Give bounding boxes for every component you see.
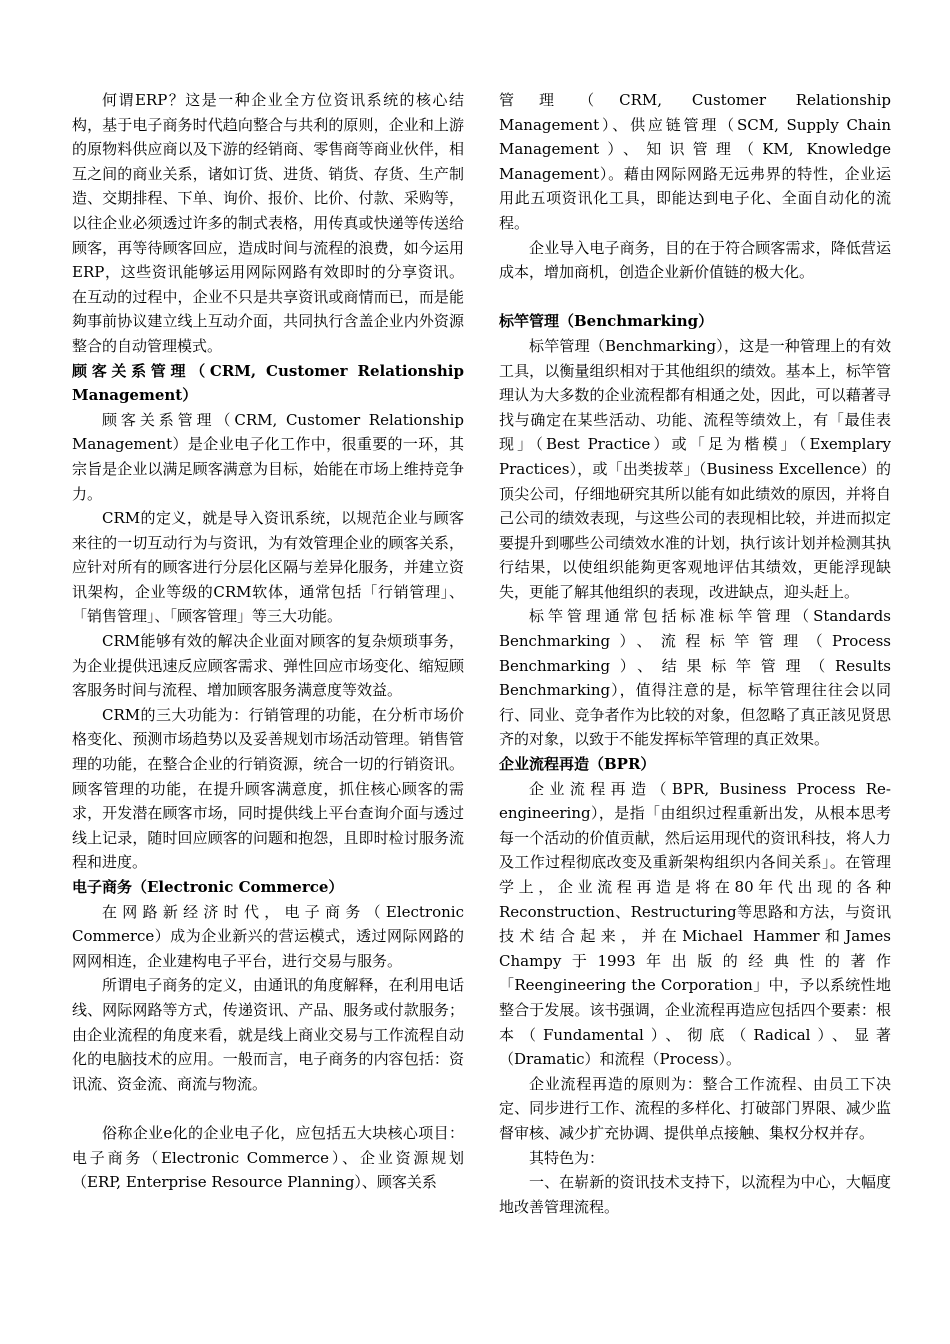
crm-paragraph-1: 顾客关系管理（CRM, Customer Relationship Management）是企业电子化工作中，很重要的一环，其宗旨是企业以满足顾客满意为目标，始能在市场上维持竞争力。 xyxy=(72,410,464,503)
ec-paragraph-3: 俗称企业e化的企业电子化，应包括五大块核心项目：电子商务（Electronic Commerce）、企业资源规划（ERP, Enterprise Resource Planning）、顾客关系 xyxy=(72,1123,464,1192)
ec-paragraph-2: 所谓电子商务的定义，由通讯的角度解释，在利用电话线、网际网路等方式，传递资讯、产品、服务或付款服务；由企业流程的角度来看，就是线上商业交易与工作流程自动化的电脑技术的应用。一般而言，电子商务的内容包括：资讯流、资金流、商流与物流。 xyxy=(72,976,464,1093)
paragraph-gap xyxy=(499,285,891,310)
benchmarking-paragraph-1: 标竿管理（Benchmarking），这是一种管理上的有效工具，以衡量组织相对于其他组织的绩效。基本上，标竿管理认为大多数的企业流程都有相通之处，因此，可以藉著寻找与确定在某些活动、功能、流程等绩效上，有「最佳表现」（Best Practice）或「足为楷模」（Exemplary Practices），或「出类拔萃」（Business Excellence）的顶尖公司，仔细地研究其所以能有如此绩效的原因，并将自己公司的绩效表现，与这些公司的表现相比较，并进而拟定要提升到哪些公司绩效水准的计划，执行该计划并检测其执行结果，以使组织能夠更客观地评估其绩效，更能浮现缺失，更能了解其他组织的表现，改进缺点，迎头赶上。 xyxy=(499,336,891,601)
bpr-paragraph-3: 其特色为： xyxy=(529,1148,605,1167)
ec-paragraph-4: 企业导入电子商务，目的在于符合顾客需求，降低营运成本，增加商机，创造企业新价值链的极大化。 xyxy=(499,238,891,282)
ec-paragraph-1: 在网路新经济时代，电子商务（Electronic Commerce）成为企业新兴的营运模式，透过网际网路的网网相连，企业建构电子平台，进行交易与服务。 xyxy=(72,902,464,970)
paragraph-gap xyxy=(72,1096,464,1121)
left-column xyxy=(72,88,464,1195)
benchmarking-paragraph-2: 标竿管理通常包括标准标竿管理（Standards Benchmarking）、流程标竿管理（Process Benchmarking）、结果标竿管理（Results Benchmarking），值得注意的是，标竿管理往往会以同行、同业、竞争者作为比较的对象，但忽略了真正該见贤思齐的对象，以致于不能发挥标竿管理的真正效果。 xyxy=(499,607,891,749)
crm-paragraph-3: CRM能够有效的解决企业面对顾客的复杂烦琐事务，为企业提供迅速反应顾客需求、弹性回应市场变化、缩短顾客服务时间与流程、增加顾客服务满意度等效益。 xyxy=(72,632,464,700)
crm-paragraph-4: CRM的三大功能为：行销管理的功能，在分析市场价格变化、预测市场趋势以及妥善规划市场活动管理。销售管理的功能，在整合企业的行销资源，统合一切的行销资讯。顾客管理的功能，在提升顾客满意度，抓住核心顾客的需求，开发潜在顾客市场，同时提供线上平台查询介面与透过线上记录，随时回应顾客的问题和抱怨，且即时检讨服务流程和进度。 xyxy=(72,705,464,872)
benchmarking-heading: 标竿管理（Benchmarking） xyxy=(499,312,714,331)
bpr-paragraph-4: 一、在崭新的资讯技术支持下，以流程为中心，大幅度地改善管理流程。 xyxy=(499,1173,891,1216)
right-column xyxy=(499,88,891,1219)
bpr-paragraph-2: 企业流程再造的原则为：整合工作流程、由员工下决定、同步进行工作、流程的多样化、打破部门界限、减少监督审核、减少扩充协调、提供单点接触、集权分权并存。 xyxy=(499,1074,891,1142)
ec-paragraph-3-continued: 管理（CRM, Customer Relationship Management）、供应链管理（SCM, Supply Chain Management）、知识管理（KM, Knowledge Management）。藉由网际网路无远弗界的特性，企业运用此五项资讯化工具，即能达到电子化、全面自动化的流程。 xyxy=(499,91,891,232)
bpr-paragraph-1: 企业流程再造（BPR, Business Process Re-engineering），是指「由组织过程重新出发，从根本思考每一个活动的价值贡献，然后运用现代的资讯科技，将人力及工作过程彻底改变及重新架构组织内各间关系」。在管理学上，企业流程再造是将在80年代出现的各种 Reconstruction、Restructuring等思路和方法，与资讯技术结合起来，并在Michael Hammer和James Champy于1993年出版的经典性的著作「Reengineering the Corporation」中，予以系统性地整合于发展。该书强调，企业流程再造应包括四个要素：根本（Fundamental）、彻底（Radical）、显著（Dramatic）和流程（Process）。 xyxy=(499,779,891,1069)
erp-intro-paragraph: 何谓ERP？这是一种企业全方位资讯系统的核心结构，基于电子商务时代趋向整合与共利的原则，企业和上游的原物料供应商以及下游的经销商、零售商等商业伙伴，相互之间的商业关系，诸如订货、进货、销货、存货、生产制造、交期排程、下单、询价、报价、比价、付款、采购等，以往企业必须透过许多的制式表格，用传真或快递等传送给顾客，再等待顾客回应，造成时间与流程的浪费，如今运用ERP，这些资讯能够运用网际网路有效即时的分享资讯。在互动的过程中，企业不只是共享资讯或商情而已，而是能夠事前协议建立线上互动介面，共同执行含盖企业内外资源整合的自动管理模式。 xyxy=(72,91,464,355)
bpr-heading: 企业流程再造（BPR） xyxy=(499,755,656,774)
crm-paragraph-2: CRM的定义，就是导入资讯系统，以规范企业与顾客来往的一切互动行为与资讯，为有效管理企业的顾客关系，应针对所有的顾客进行分层化区隔与差异化服务，并建立资讯架构，企业等级的CRM软体，通常包括「行销管理」、「销售管理」、「顾客管理」等三大功能。 xyxy=(72,509,464,626)
ec-heading: 电子商务（Electronic Commerce） xyxy=(72,878,344,896)
crm-heading: 顾客关系管理（CRM, Customer Relationship Management） xyxy=(72,361,464,405)
